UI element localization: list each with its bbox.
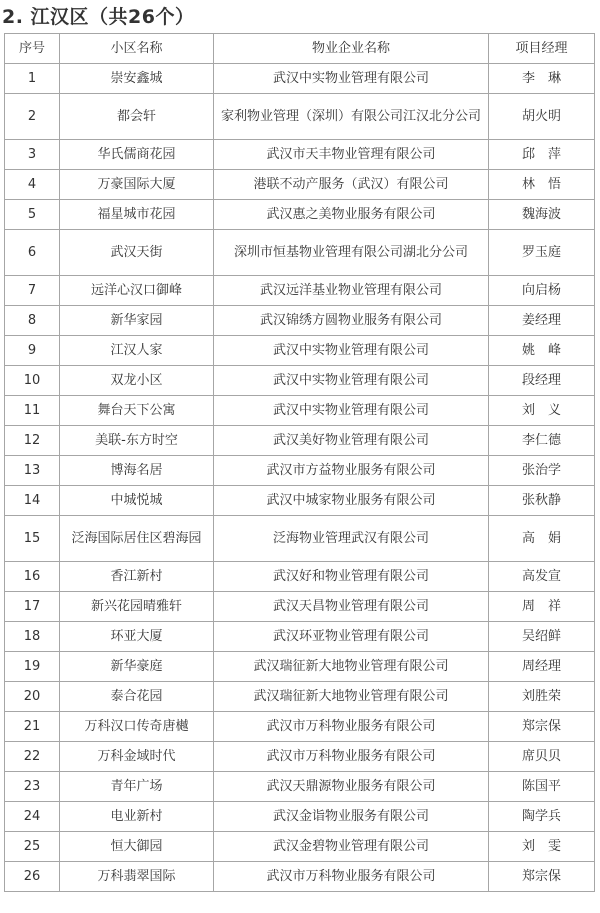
project-manager: 张治学 [489, 456, 595, 486]
company-name: 武汉惠之美物业服务有限公司 [214, 200, 489, 230]
company-name: 武汉金诣物业服务有限公司 [214, 802, 489, 832]
row-number: 18 [5, 622, 60, 652]
company-name: 武汉中城家物业服务有限公司 [214, 486, 489, 516]
project-manager: 林 悟 [489, 170, 595, 200]
table-row [5, 486, 595, 516]
community-name: 都会轩 [60, 94, 214, 140]
table-row [5, 366, 595, 396]
row-number: 8 [5, 306, 60, 336]
project-manager: 陈国平 [489, 772, 595, 802]
project-manager: 李仁德 [489, 426, 595, 456]
row-number: 12 [5, 426, 60, 456]
table-row [5, 170, 595, 200]
row-number: 2 [5, 94, 60, 140]
project-manager: 姚 峰 [489, 336, 595, 366]
company-name: 武汉中实物业管理有限公司 [214, 366, 489, 396]
table-row [5, 396, 595, 426]
row-number: 17 [5, 592, 60, 622]
community-name: 环亚大厦 [60, 622, 214, 652]
row-number: 1 [5, 64, 60, 94]
project-manager: 席贝贝 [489, 742, 595, 772]
project-manager: 张秋静 [489, 486, 595, 516]
project-manager: 陶学兵 [489, 802, 595, 832]
header-row [5, 34, 595, 64]
community-name: 恒大御园 [60, 832, 214, 862]
row-number: 13 [5, 456, 60, 486]
company-name: 武汉市方益物业服务有限公司 [214, 456, 489, 486]
row-number: 15 [5, 516, 60, 562]
community-name: 电业新村 [60, 802, 214, 832]
table-row [5, 306, 595, 336]
company-name: 泛海物业管理武汉有限公司 [214, 516, 489, 562]
company-name: 武汉中实物业管理有限公司 [214, 336, 489, 366]
row-number: 11 [5, 396, 60, 426]
row-number: 3 [5, 140, 60, 170]
company-name: 武汉天鼎源物业服务有限公司 [214, 772, 489, 802]
company-name: 武汉远洋基业物业管理有限公司 [214, 276, 489, 306]
company-name: 深圳市恒基物业管理有限公司湖北分公司 [214, 230, 489, 276]
company-name: 家利物业管理（深圳）有限公司江汉北分公司 [214, 94, 489, 140]
table-row [5, 682, 595, 712]
project-manager: 周 祥 [489, 592, 595, 622]
community-name: 华氏儒商花园 [60, 140, 214, 170]
community-name: 美联-东方时空 [60, 426, 214, 456]
community-name: 新华豪庭 [60, 652, 214, 682]
company-name: 武汉市天丰物业管理有限公司 [214, 140, 489, 170]
row-number: 9 [5, 336, 60, 366]
table-row [5, 426, 595, 456]
community-name: 万科汉口传奇唐樾 [60, 712, 214, 742]
project-manager: 刘 义 [489, 396, 595, 426]
header-community: 小区名称 [60, 34, 214, 64]
company-name: 武汉中实物业管理有限公司 [214, 64, 489, 94]
row-number: 4 [5, 170, 60, 200]
project-manager: 邱 萍 [489, 140, 595, 170]
project-manager: 向启杨 [489, 276, 595, 306]
table-row [5, 712, 595, 742]
row-number: 16 [5, 562, 60, 592]
table-row [5, 456, 595, 486]
table-row [5, 562, 595, 592]
company-name: 武汉锦绣方圆物业服务有限公司 [214, 306, 489, 336]
table-row [5, 516, 595, 562]
community-name: 万科翡翠国际 [60, 862, 214, 892]
project-manager: 刘 雯 [489, 832, 595, 862]
table-row [5, 94, 595, 140]
row-number: 26 [5, 862, 60, 892]
project-manager: 胡火明 [489, 94, 595, 140]
community-name: 新华家园 [60, 306, 214, 336]
project-manager: 罗玉庭 [489, 230, 595, 276]
table-row [5, 862, 595, 892]
company-name: 武汉好和物业管理有限公司 [214, 562, 489, 592]
row-number: 22 [5, 742, 60, 772]
community-name: 泰合花园 [60, 682, 214, 712]
row-number: 7 [5, 276, 60, 306]
table-row [5, 772, 595, 802]
header-manager: 项目经理 [489, 34, 595, 64]
row-number: 5 [5, 200, 60, 230]
table-row [5, 64, 595, 94]
community-name: 双龙小区 [60, 366, 214, 396]
table-row [5, 832, 595, 862]
table-row [5, 652, 595, 682]
company-name: 武汉市万科物业服务有限公司 [214, 862, 489, 892]
project-manager: 郑宗保 [489, 712, 595, 742]
table-row [5, 140, 595, 170]
community-name: 新兴花园晴雅轩 [60, 592, 214, 622]
row-number: 14 [5, 486, 60, 516]
table-body [5, 64, 595, 892]
project-manager: 魏海波 [489, 200, 595, 230]
table-row [5, 742, 595, 772]
company-name: 武汉中实物业管理有限公司 [214, 396, 489, 426]
project-manager: 周经理 [489, 652, 595, 682]
row-number: 20 [5, 682, 60, 712]
table-row [5, 622, 595, 652]
project-manager: 吴绍鲜 [489, 622, 595, 652]
table-row [5, 276, 595, 306]
community-name: 香江新村 [60, 562, 214, 592]
property-table [4, 33, 595, 892]
row-number: 21 [5, 712, 60, 742]
community-name: 远洋心汉口御峰 [60, 276, 214, 306]
table-row [5, 336, 595, 366]
company-name: 武汉市万科物业服务有限公司 [214, 742, 489, 772]
header-company: 物业企业名称 [214, 34, 489, 64]
community-name: 舞台天下公寓 [60, 396, 214, 426]
project-manager: 高发宣 [489, 562, 595, 592]
table-row [5, 200, 595, 230]
company-name: 武汉金碧物业管理有限公司 [214, 832, 489, 862]
company-name: 武汉美好物业管理有限公司 [214, 426, 489, 456]
community-name: 中城悦城 [60, 486, 214, 516]
community-name: 泛海国际居住区碧海园 [60, 516, 214, 562]
table-row [5, 592, 595, 622]
project-manager: 郑宗保 [489, 862, 595, 892]
project-manager: 姜经理 [489, 306, 595, 336]
row-number: 10 [5, 366, 60, 396]
company-name: 武汉瑞征新大地物业管理有限公司 [214, 652, 489, 682]
company-name: 武汉环亚物业管理有限公司 [214, 622, 489, 652]
table-row [5, 802, 595, 832]
company-name: 武汉天昌物业管理有限公司 [214, 592, 489, 622]
community-name: 博海名居 [60, 456, 214, 486]
project-manager: 李 琳 [489, 64, 595, 94]
project-manager: 段经理 [489, 366, 595, 396]
row-number: 25 [5, 832, 60, 862]
community-name: 青年广场 [60, 772, 214, 802]
row-number: 23 [5, 772, 60, 802]
section-heading: 2. 江汉区（共26个） [2, 6, 195, 28]
community-name: 江汉人家 [60, 336, 214, 366]
project-manager: 高 娟 [489, 516, 595, 562]
community-name: 福星城市花园 [60, 200, 214, 230]
community-name: 崇安鑫城 [60, 64, 214, 94]
table-row [5, 230, 595, 276]
row-number: 19 [5, 652, 60, 682]
community-name: 万豪国际大厦 [60, 170, 214, 200]
company-name: 武汉瑞征新大地物业管理有限公司 [214, 682, 489, 712]
header-no: 序号 [5, 34, 60, 64]
company-name: 武汉市万科物业服务有限公司 [214, 712, 489, 742]
company-name: 港联不动产服务（武汉）有限公司 [214, 170, 489, 200]
project-manager: 刘胜荣 [489, 682, 595, 712]
community-name: 武汉天街 [60, 230, 214, 276]
row-number: 6 [5, 230, 60, 276]
community-name: 万科金域时代 [60, 742, 214, 772]
row-number: 24 [5, 802, 60, 832]
